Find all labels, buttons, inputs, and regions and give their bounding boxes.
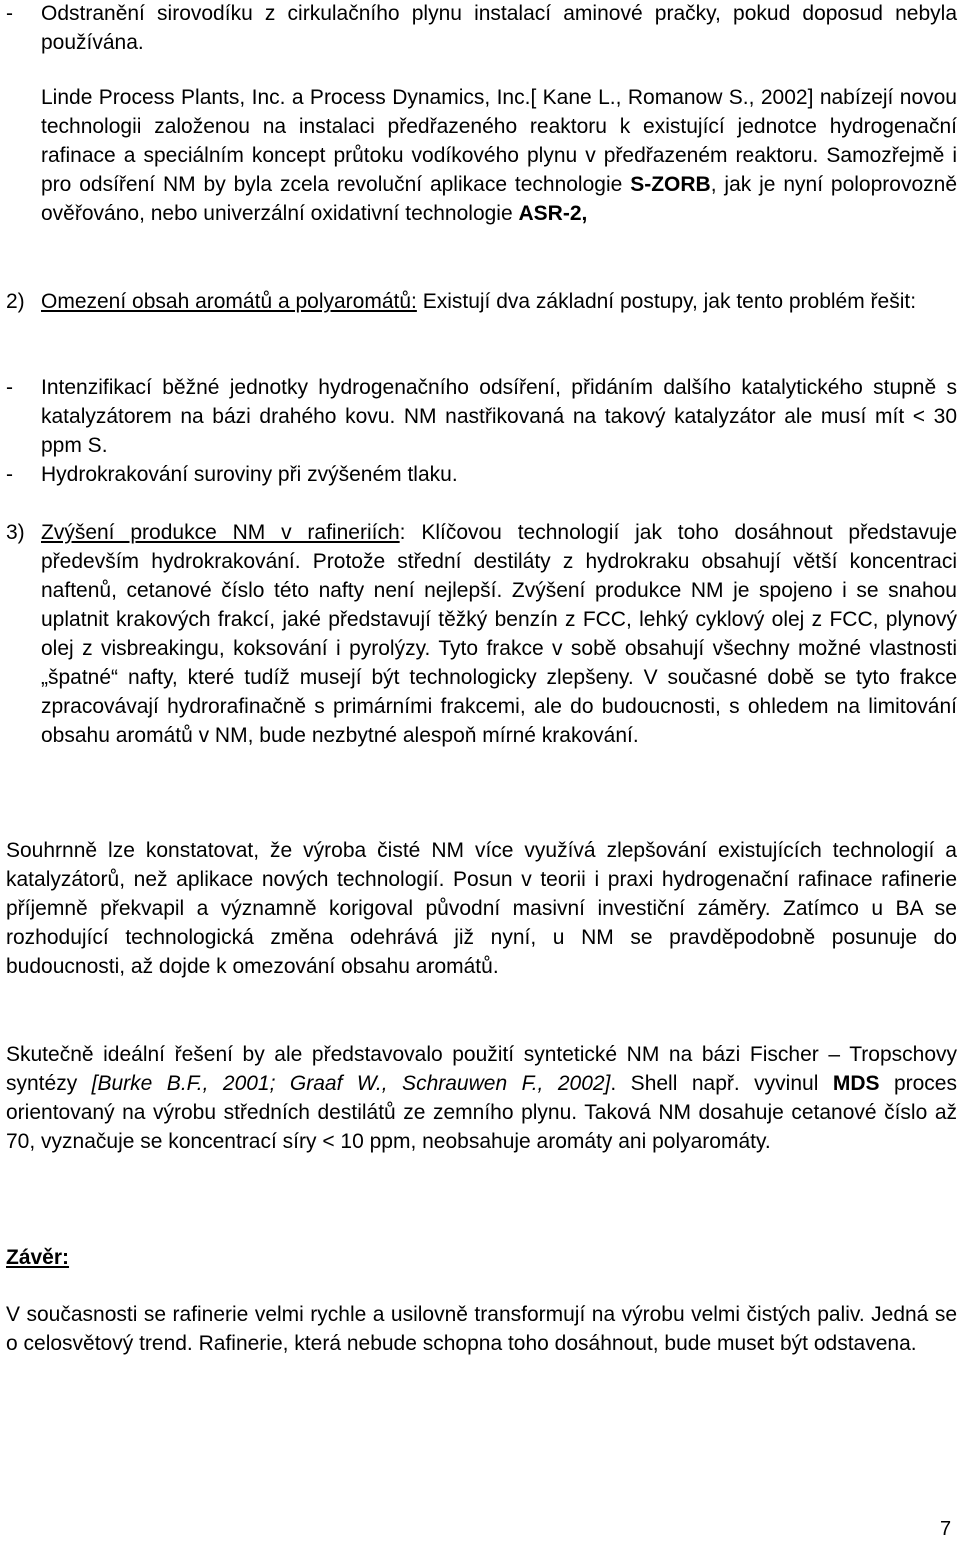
section-body: : Klíčovou technologií jak toho dosáhnout představuje především hydrokrakování. Protože střední destiláty z hydrokraku obsahují větší koncentraci naftenů, cetanové číslo této nafty není nejlepší. Zvýšení produkce NM je spojeno i se snahou uplatnit krakových frakcí, jaké představují těžký benzín z FCC, lehký cyklový olej z FCC, plynový olej z visbreakingu, koksování i pyrolýzy. Tyto frakce v sobě obsahují všechny možné vlastnosti „špatné“ nafty, které tudíž musejí být technologicky zlepšeny. V současné době se tyto frakce zpracovávají hydrorafinačně s primárními frakcemi, ale do budoucnosti, s ohledem na limitování obsahu aromátů v NM, bude nezbytné alespoň mírné krakování.: [41, 521, 958, 747]
paragraph-part: Skutečně ideální řešení by ale představovalo použití syntetické NM na bázi Fischer – Tropschovy syntézy: [6, 1043, 957, 1095]
paragraph-part: 2002] nabízejí novou technologii založenou na instalaci předřazeného reaktoru k existující jednotce hydrogenační rafinace a speciálním koncept průtoku vodíkového plynu v předřazeném reaktoru. Samozřejmě i pro odsíření NM by byla zcela revoluční aplikace technologie: [41, 86, 957, 196]
bullet-text: Intenzifikací běžné jednotky hydrogenačního odsíření, přidáním dalšího katalytického stupně s katalyzátorem na bázi drahého kovu. NM nastřikovaná na takový katalyzátor ale musí mít < 30 ppm S.: [41, 376, 957, 457]
paragraph-text: V současnosti se rafinerie velmi rychle a usilovně transformují na výrobu velmi čistých paliv. Jedná se o celosvětový trend. Rafinerie, která nebude schopna toho dosáhnout, bude muset být odstavena.: [6, 1303, 957, 1355]
paragraph-text: Souhrnně lze konstatovat, že výroba čisté NM více využívá zlepšování existujících technologií a katalyzátorů, než aplikace nových technologií. Posun v teorii i praxi hydrogenační rafinace rafinerie příjemně překvapil a významně korigoval původní masivní investiční záměry. Zatímco u BA se rozhodující technologická změna odehrává již nyní, u NM se pravděpodobně posunuje do budoucnosti, až dojde k omezování obsahu aromátů.: [6, 839, 957, 978]
bullet-text: Hydrokrakování suroviny při zvýšeném tlaku.: [41, 463, 458, 486]
paragraph-linde: [41, 83, 957, 228]
section-production: [41, 518, 957, 750]
paragraph-summary: [6, 836, 957, 981]
paragraph-part: proces orientovaný na výrobu středních destilátů ze zemního plynu. Taková NM dosahuje cetanové číslo až 70, vyznačuje se koncentrací síry < 10 ppm, neobsahuje aromáty ani polyaromáty.: [6, 1072, 957, 1153]
paragraph-conclusion: [6, 1300, 957, 1358]
paragraph-first-line: Linde Process Plants, Inc. a Process Dynamics, Inc.[ Kane L., Romanow S.,: [41, 86, 755, 109]
section-text: [41, 518, 957, 750]
paragraph-text: [6, 1040, 957, 1156]
bullet-dash: -: [6, 463, 13, 486]
page-number: 7: [940, 1518, 952, 1540]
section-number: 3): [6, 521, 25, 544]
conclusion-heading-text: Závěr:: [6, 1246, 70, 1269]
section-text: [41, 287, 957, 316]
bullet-text: Odstranění sirovodíku z cirkulačního plynu instalací aminové pračky, pokud doposud nebyla používána.: [41, 2, 957, 54]
bullet-item-h2s-removal: [41, 0, 957, 57]
bold-term-szorb: S-ZORB: [630, 173, 711, 196]
bold-term-mds: MDS: [832, 1072, 880, 1095]
citation: [Burke B.F., 2001; Graaf W., Schrauwen F., 2002]: [91, 1072, 611, 1095]
bullet-dash: -: [6, 376, 13, 399]
section-number: 2): [6, 290, 25, 313]
bullet-item-intensification: [41, 373, 957, 460]
conclusion-heading-block: [6, 1243, 957, 1272]
bullet-item-hydrocracking: [41, 460, 957, 489]
section-body: Existují dva základní postupy, jak tento problém řešit:: [416, 290, 917, 313]
section-aromatics: [41, 287, 957, 316]
bold-term-asr2: ASR-2,: [518, 202, 588, 225]
bullet-dash: -: [6, 2, 13, 25]
paragraph-part: , jak je nyní poloprovozně ověřováno, nebo univerzální oxidativní technologie: [41, 173, 957, 225]
paragraph-part: . Shell např. vyvinul: [610, 1072, 833, 1095]
section-heading: Omezení obsah aromátů a polyaromátů:: [41, 290, 417, 313]
conclusion-heading: [6, 1243, 957, 1272]
paragraph-ideal-solution: [6, 1040, 957, 1156]
paragraph-text: [41, 83, 957, 228]
section-heading: Zvýšení produkce NM v rafineriích: [41, 521, 400, 544]
